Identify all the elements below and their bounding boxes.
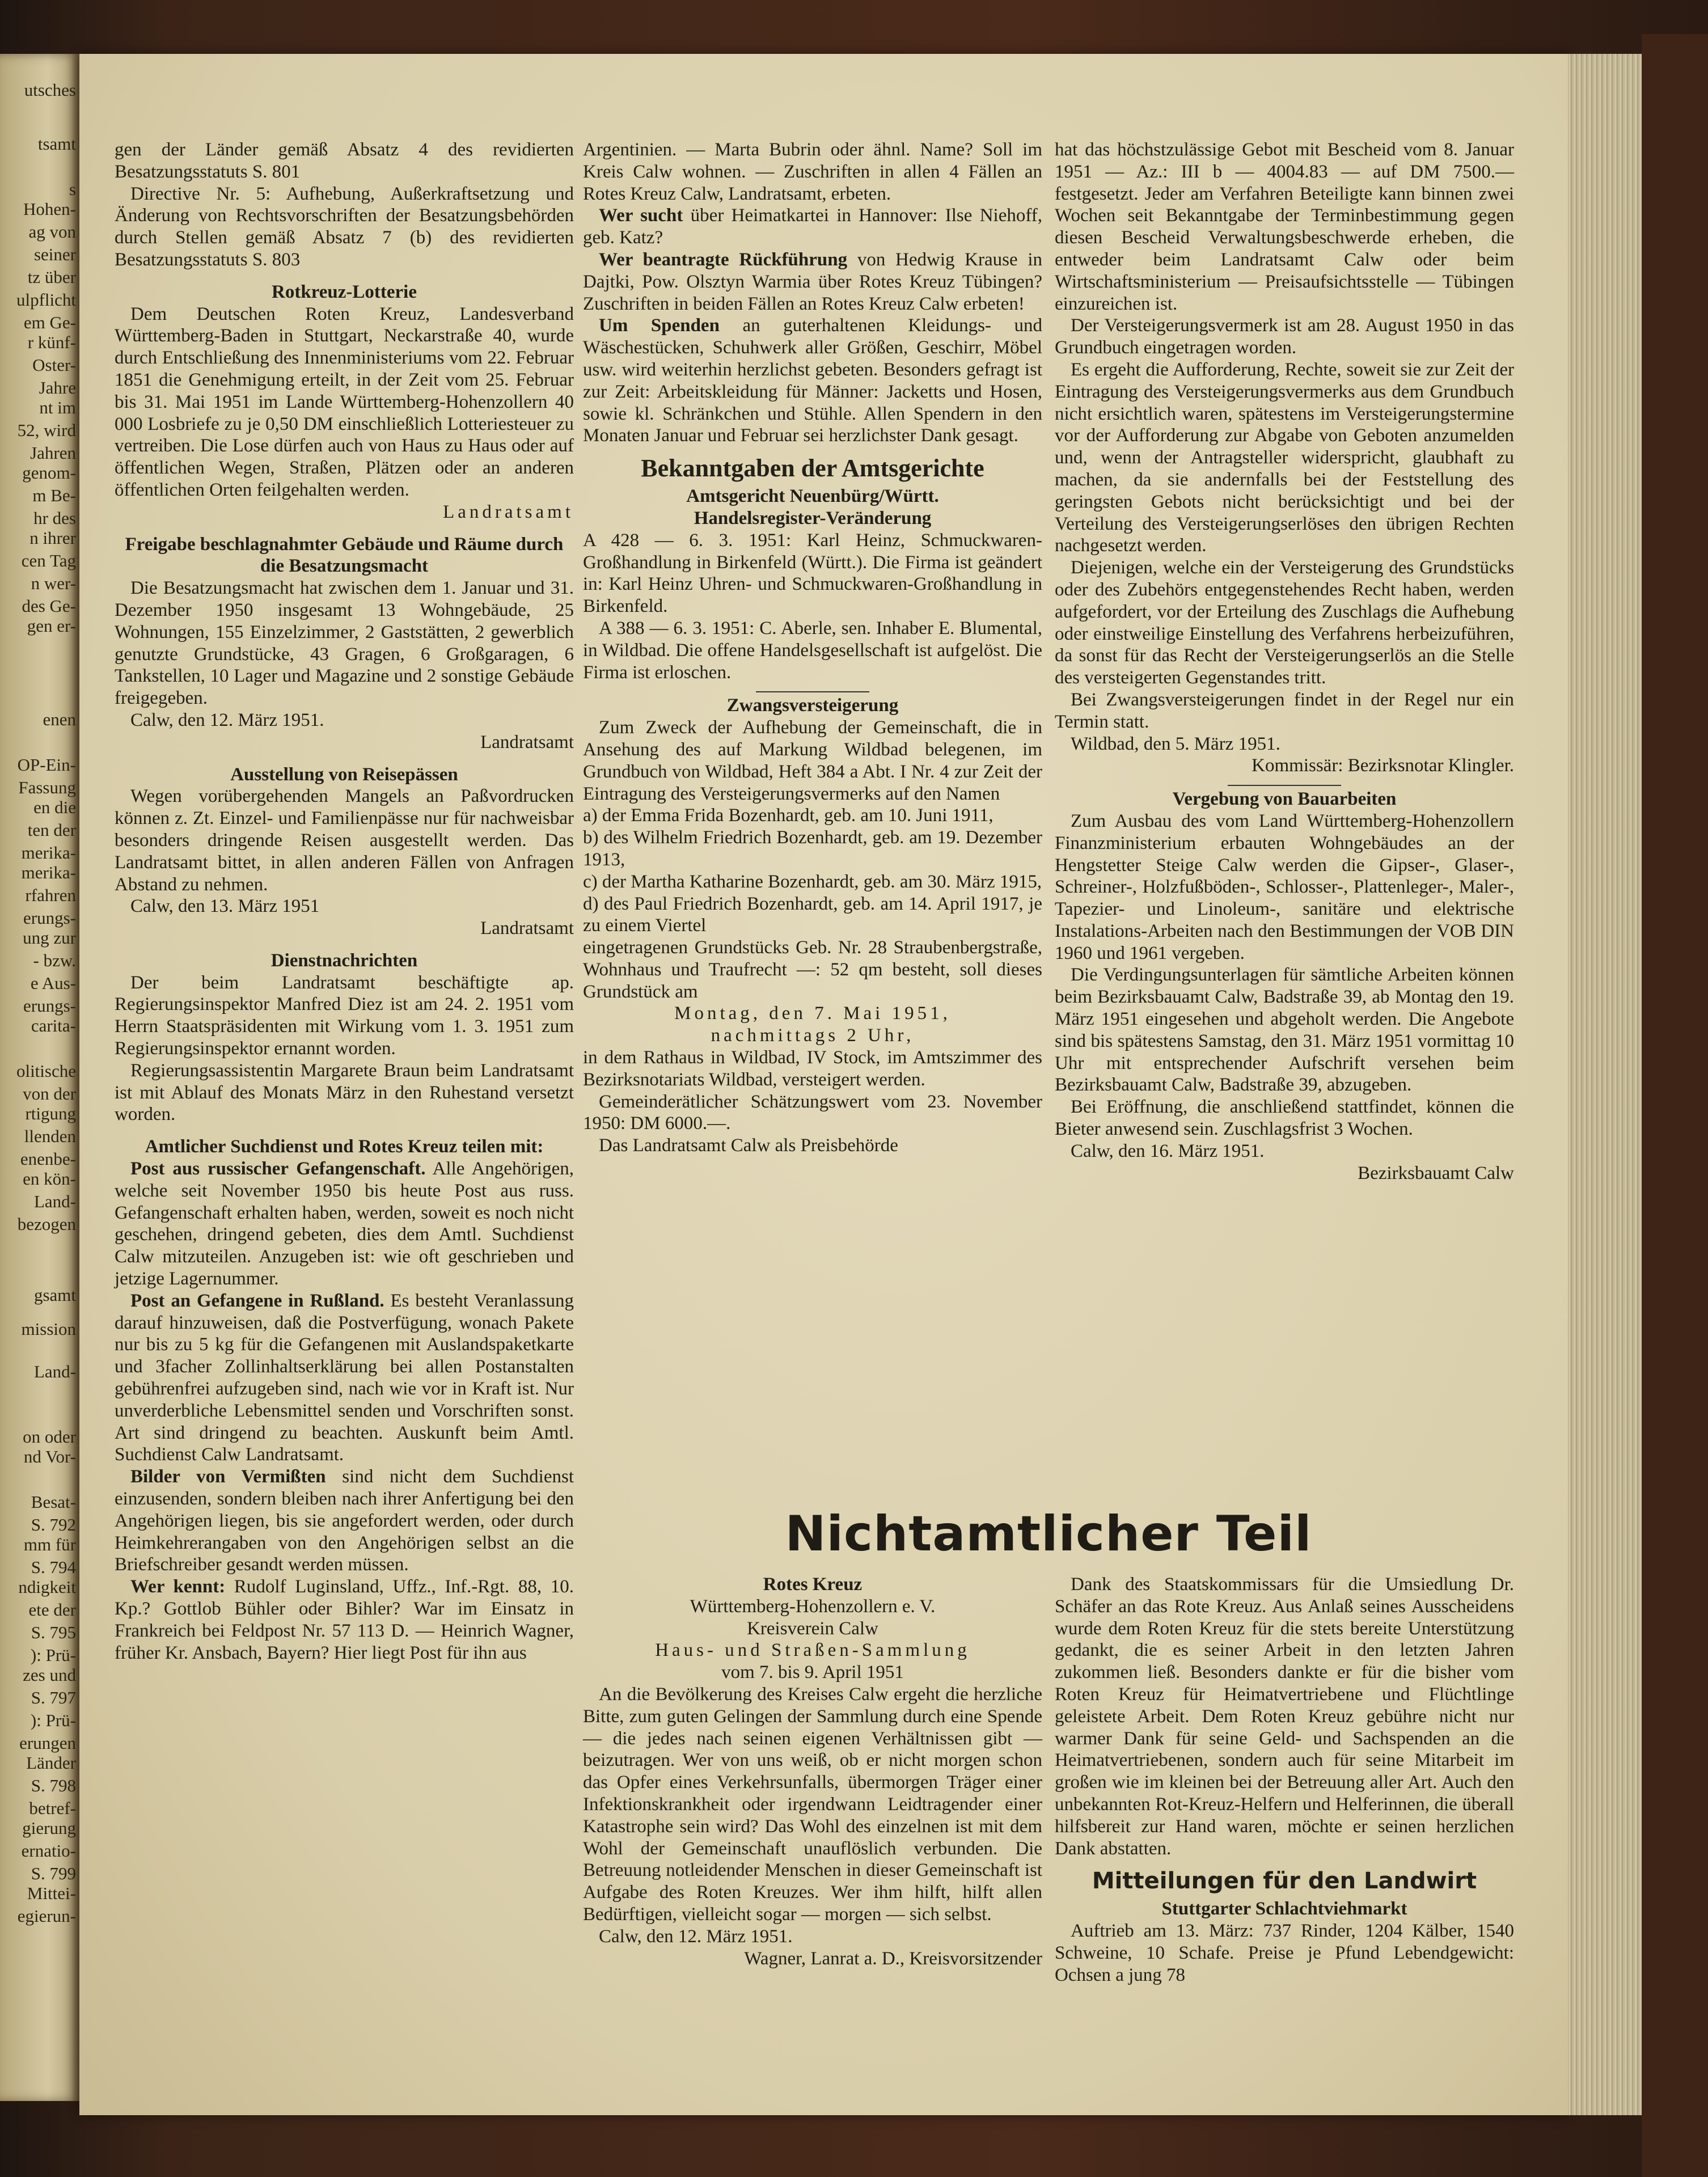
- auction-date: Montag, den 7. Mai 1951,: [674, 1003, 951, 1024]
- left-page-line: nd Vor-: [23, 1447, 76, 1466]
- paragraph: Regierungsassistentin Margarete Braun beim Landratsamt ist mit Ablauf des Monats März in den Ruhestand versetzt worden.: [115, 1060, 574, 1125]
- left-page-line: e Aus-: [30, 973, 76, 993]
- left-page-line: rfahren: [25, 885, 76, 905]
- paragraph-text: Es besteht Veranlassung darauf hinzuweisen, daß die Postverfügung, wonach Pakete nur bis zu 5 kg für die Gefangenen mit Auslandspaketkarte und 3facher Zollinhaltserklärung bei allen Postanstalten gebührenfrei aufzugeben sind, nach wie vor in Kraft ist. Nur unverderbliche Lebensmittel senden und Vorschriften sonst. Art sind dringend zu beachten. Auskunft beim Amtl. Suchdienst Calw Landratsamt.: [115, 1290, 574, 1465]
- left-page-line: n ihrer: [29, 528, 76, 548]
- date-line: Wildbad, den 5. März 1951.: [1071, 733, 1280, 754]
- left-page-line: ndigkeit: [18, 1577, 76, 1597]
- heading-bauarbeiten: Vergebung von Bauarbeiten: [1172, 789, 1397, 810]
- heading-amtsgerichte: Bekanntgaben der Amtsgerichte: [641, 454, 984, 483]
- divider: [756, 691, 869, 692]
- left-page-line: en kön-: [23, 1169, 76, 1189]
- column-2: [583, 139, 1042, 1157]
- left-page-line: on oder: [23, 1427, 76, 1447]
- column-1: [115, 139, 574, 1664]
- paragraph-text: Rudolf Luginsland, Uffz., Inf.-Rgt. 88, 10. Kp.? Gottlob Bühler oder Bihler? War im Einsatz in Frankreich bei Feldpost Nr. 57 113 D. — Heinrich Wagner, früher Kr. Ansbach, Bayern? Hier liegt Post für ihn aus: [115, 1576, 574, 1663]
- subheading: Württemberg-Hohenzollern e. V.: [690, 1596, 936, 1617]
- paragraph: hat das höchstzulässige Gebot mit Bescheid vom 8. Januar 1951 — Az.: III b — 4004.83 — auf DM 7500.— festgesetzt. Jeder am Verfahren Beteiligte kann binnen zwei Wochen seit Bekanntgabe der Terminbestimmung gegen diesen Bescheid Verwaltungsbeschwerde erheben, die entweder beim Landratsamt Calw oder beim Wirtschaftsministerium — Preisaufsichtsstelle — Tübingen einzureichen ist.: [1055, 140, 1514, 314]
- lead-bold: Wer sucht: [599, 205, 683, 226]
- list-item: a) der Emma Frida Bozenhardt, geb. am 10. Juni 1911,: [583, 805, 993, 826]
- left-page-line: en die: [33, 797, 76, 817]
- paragraph: A 388 — 6. 3. 1951: C. Aberle, sen. Inhaber E. Blumental, in Wildbad. Die offene Handelsgesellschaft ist aufgelöst. Die Firma ist erloschen.: [583, 618, 1042, 683]
- heading-rotes-kreuz: Rotes Kreuz: [763, 1574, 863, 1595]
- left-page-line: erungs-: [23, 996, 76, 1016]
- signature: Landratsamt: [480, 918, 574, 939]
- left-page-line: Mittei-: [27, 1883, 76, 1903]
- left-page-line: S. 797: [31, 1688, 76, 1707]
- paragraph: Zum Ausbau des vom Land Württemberg-Hohenzollern Finanzministerium erbauten Wohngebäudes an der Hengstetter Steige Calw werden die Gipser-, Glaser-, Schreiner-, Holzfußböden-, Schlosser-, Plattenleger-, Maler-, Tapezier- und Linoleum-, sanitäre und elektrische Instalations-Arbeiten nach den Bestimmungen der VOB DIN 1960 und 1961 vergeben.: [1055, 810, 1514, 963]
- heading-suchdienst: Amtlicher Suchdienst und Rotes Kreuz teilen mit:: [145, 1136, 544, 1157]
- left-page-line: OP-Ein-: [17, 755, 76, 775]
- left-page-line: S. 798: [31, 1776, 76, 1795]
- paragraph: Es ergeht die Aufforderung, Rechte, soweit sie zur Zeit der Eintragung des Versteigerungsvermerks aus dem Grundbuch nicht ersichtlich waren, spätestens im Versteigerungstermine vor der Aufforderung zur Abgabe von Geboten anzumelden und, wenn der Antragsteller widerspricht, glaubhaft zu machen, da sie andernfalls bei der Feststellung des geringsten Gebots nicht berücksichtigt und bei der Verteilung des Versteigerungserlöses den übrigen Rechten nachgesetzt werden.: [1055, 359, 1514, 556]
- left-page-line: zes und: [23, 1665, 76, 1685]
- paragraph-text: an guterhaltenen Kleidungs- und Wäschestücken, Schuhwerk aller Größen, Geschirr, Möbel usw. wird weiterhin herzlichst gebeten. Besonders gefragt ist zur Zeit: Arbeitskleidung für Männer: Jacketts und Hosen, sowie kl. Schränkchen und Stühle. Allen Spendern in den Monaten Januar und Februar sei herzlichster Dank gesagt.: [583, 315, 1042, 446]
- paragraph: Gemeinderätlicher Schätzungswert vom 23. November 1950: DM 6000.—.: [583, 1091, 1042, 1134]
- paragraph-text: Alle Angehörigen, welche seit November 1950 bis heute Post aus russ. Gefangenschaft erhalten haben, werden, soweit es noch nicht geschehen, dringend gebeten, dies dem Amtl. Suchdienst Calw mitzuteilen. Anzugeben ist: wie oft geschrieben und jetzige Lagernummer.: [115, 1159, 574, 1290]
- left-page-line: em Ge-: [23, 312, 76, 332]
- left-page-line: - bzw.: [33, 950, 76, 970]
- date-line: Calw, den 16. März 1951.: [1071, 1140, 1265, 1161]
- left-page-line: S. 799: [31, 1863, 76, 1883]
- paragraph: Diejenigen, welche ein der Versteigerung des Grundstücks oder des Zubehörs entgegenstehendes Recht haben, werden aufgefordert, vor der Erteilung des Zuschlags die Aufhebung oder einstweilige Einstellung des Verfahrens herbeizuführen, da sonst für das Recht der Versteigerungserlös an die Stelle des versteigerten Gegenstandes tritt.: [1055, 557, 1514, 688]
- left-page-line: hr des: [33, 508, 76, 528]
- paragraph: Zum Zweck der Aufhebung der Gemeinschaft, die in Ansehung des auf Markung Wildbad belegenen, im Grundbuch von Wildbad, Heft 384 a Abt. I Nr. 4 zur Zeit der Eintragung des Versteigerungsvermerks auf den Namen: [583, 717, 1042, 804]
- left-page-line: tsamt: [37, 134, 76, 154]
- column-3: [1055, 139, 1514, 1184]
- left-page-line: merika-: [21, 843, 76, 863]
- paragraph: Der Versteigerungsvermerk ist am 28. August 1950 in das Grundbuch eingetragen worden.: [1055, 315, 1514, 358]
- lead-bold: Post aus russischer Gefangenschaft.: [130, 1159, 426, 1180]
- left-page-line: n wer-: [31, 573, 76, 593]
- paragraph: [115, 1466, 574, 1576]
- paragraph: Wegen vorübergehenden Mangels an Paßvordrucken können z. Zt. Einzel- und Familienpässe nur für nachweisbar besonders dringende Reisen ausgestellt werden. Das Landratsamt bittet, in allen anderen Fällen von Anfragen Abstand zu nehmen.: [115, 786, 574, 895]
- left-page-line: egierun-: [17, 1906, 76, 1926]
- left-page-line: enen: [43, 709, 76, 729]
- left-page-line: ung zur: [23, 928, 76, 948]
- left-page-line: r künf-: [27, 332, 76, 352]
- paragraph: Die Besatzungsmacht hat zwischen dem 1. Januar und 31. Dezember 1950 insgesamt 13 Wohngebäude, 25 Wohnungen, 155 Einzelzimmer, 2 Gaststätten, 2 gewerblich genutzte Grundstücke, 43 Gragen, 6 Großgaragen, 6 Tankstellen, 10 Lager und Magazine und 2 sonstige Gebäude freigegeben.: [115, 578, 574, 709]
- left-page-line: ag von: [28, 222, 76, 242]
- left-page-line: S. 794: [31, 1557, 76, 1577]
- signature: Wagner, Lanrat a. D., Kreisvorsitzender: [744, 1948, 1042, 1969]
- lead-bold: Wer beantragte Rückführung: [599, 249, 848, 270]
- binding-right: [1642, 34, 1708, 2177]
- paragraph-text: von Hedwig Krause in Dajtki, Pow. Olsztyn Warmia über Rotes Kreuz Tübingen? Zuschriften in beiden Fällen an Rotes Kreuz Calw erbeten!: [583, 249, 1042, 314]
- left-page-line: Hohen-: [23, 199, 76, 219]
- left-page-line: tz über: [27, 267, 76, 287]
- column-4: [583, 1574, 1042, 1969]
- left-page-line: ): Prü-: [30, 1710, 76, 1730]
- paragraph: Auftrieb am 13. März: 737 Rinder, 1204 Kälber, 1540 Schweine, 10 Schafe. Preise je Pfund Lebendgewicht: Ochsen a jung 78: [1055, 1921, 1514, 1985]
- subheading: Amtsgericht Neuenbürg/Württ.: [686, 486, 939, 507]
- left-page-line: enenbe-: [20, 1149, 76, 1169]
- paragraph: Die Verdingungsunterlagen für sämtliche Arbeiten können beim Bezirksbauamt Calw, Badstraße 39, ab Montag den 19. März 1951 eingesehen und abgeholt werden. Die Angebote sind bis spätestens Samstag, den 31. März 1951 vormittag 10 Uhr mit entsprechender Aufschrift versehen beim Bezirksbauamt Calw, Badstraße 39, abzugeben.: [1055, 965, 1514, 1096]
- section-title-nichtamtlicher-teil: Nichtamtlicher Teil: [785, 1506, 1312, 1562]
- left-page-line: S. 792: [31, 1515, 76, 1535]
- divider: [1228, 785, 1341, 786]
- paragraph: Dank des Staatskommissars für die Umsiedlung Dr. Schäfer an das Rote Kreuz. Aus Anlaß seines Ausscheidens wurde dem Roten Kreuz für die stets bereite Unterstützung gedankt, die es seiner Arbeit in den letzten Jahren zukommen ließ. Besonders dankte er für die bisher vom Roten Kreuz für Heimatvertriebene und Flüchtlinge geleistete Arbeit. Dem Roten Kreuz gebühre nicht nur warmer Dank für seine Geld- und Sachspenden an die Heimatvertriebenen, sondern auch für seine Mitarbeit im großen wie im kleinen bei der Betreuung aller Art. Auch den unbekannten Rot-Kreuz-Helfern und Helferinnen, die überall hilfsbereit zur Hand waren, möchte er seinen herzlichen Dank abstatten.: [1055, 1574, 1514, 1859]
- left-page-line: S. 795: [31, 1622, 76, 1642]
- left-page-line: cen Tag: [21, 551, 76, 570]
- paragraph: [115, 1290, 574, 1466]
- left-page-line: m Be-: [32, 485, 76, 505]
- paragraph: A 428 — 6. 3. 1951: Karl Heinz, Schmuckwaren-Großhandlung in Birkenfeld (Württ.). Die Firma ist geändert in: Karl Heinz Uhren- und Schmuckwaren-Großhandlung in Birkenfeld.: [583, 530, 1042, 617]
- date-line: Calw, den 13. März 1951: [130, 896, 320, 917]
- paragraph: gen der Länder gemäß Absatz 4 des revidierten Besatzungsstatuts S. 801: [115, 140, 574, 182]
- left-page-line: des Ge-: [22, 596, 76, 616]
- heading-zwangsversteigerung: Zwangsversteigerung: [726, 695, 899, 716]
- left-page-line: gsamt: [33, 1285, 76, 1305]
- left-page-line: 52, wird: [17, 420, 76, 440]
- left-page-line: llenden: [24, 1126, 76, 1146]
- lead-bold: Bilder von Vermißten: [130, 1466, 326, 1487]
- paragraph-text: über Heimatkartei in Hannover: Ilse Niehoff, geb. Katz?: [583, 205, 1043, 248]
- paragraph: Bei Zwangsversteigerungen findet in der Regel nur ein Termin statt.: [1055, 689, 1514, 732]
- left-page-line: von der: [23, 1084, 76, 1104]
- paragraph: Directive Nr. 5: Aufhebung, Außerkraftsetzung und Änderung von Rechtsvorschriften der Besatzungsbehörden durch Stellen gemäß Absatz 7 (b) des revidierten Besatzungsstatuts S. 803: [115, 183, 574, 270]
- left-page-line: mission: [21, 1319, 76, 1339]
- signature: Landratsamt: [443, 501, 574, 522]
- left-page-line: Besat-: [31, 1492, 76, 1512]
- left-page-line: Länder: [26, 1753, 76, 1773]
- left-page-line: Oster-: [32, 355, 76, 375]
- lead-bold: Wer kennt:: [130, 1576, 226, 1597]
- left-page-line: Fassung: [18, 777, 76, 797]
- left-page-line: olitische: [16, 1061, 76, 1081]
- paragraph: in dem Rathaus in Wildbad, IV Stock, im Amtszimmer des Bezirksnotariats Wildbad, versteigert werden.: [583, 1047, 1042, 1090]
- paragraph: Der beim Landratsamt beschäftigte ap. Regierungsinspektor Manfred Diez ist am 24. 2. 1951 vom Herrn Staatspräsidenten mit Wirkung vom 1. 3. 1951 zum Regierungsinspektor ernannt worden.: [115, 972, 574, 1059]
- paragraph: Dem Deutschen Roten Kreuz, Landesverband Württemberg-Baden in Stuttgart, Neckarstraße 40, wurde durch Entschließung des Innenministeriums vom 22. Februar 1851 die Genehmigung erteilt, in der Zeit vom 25. Februar bis 31. Mai 1951 im Lande Württemberg-Hohenzollern 40 000 Losbriefe zu je 0,50 DM einschließlich Lotteriesteuer zu vertreiben. Die Lose dürfen auch von Haus zu Haus oder auf öffentlichen Wegen, Straßen, Plätzen oder an anderen öffentlichen Orten feilgehalten werden.: [115, 303, 574, 500]
- left-page-line: ulpflicht: [16, 290, 76, 310]
- auction-time: nachmittags 2 Uhr,: [711, 1025, 915, 1046]
- left-page-line: nt im: [39, 398, 76, 417]
- paragraph: [583, 249, 1042, 315]
- left-page-line: rtigung: [25, 1104, 76, 1123]
- adjacent-left-page: [0, 54, 79, 2101]
- left-page-line: erungen: [19, 1733, 76, 1753]
- paragraph: [115, 1576, 574, 1664]
- left-page-line: genom-: [22, 463, 76, 483]
- heading-freigabe: Freigabe beschlagnahmter Gebäude und Räume durch die Besatzungsmacht: [125, 534, 564, 577]
- left-page-line: seiner: [33, 244, 76, 264]
- lead-bold: Post an Gefangene in Rußland.: [130, 1290, 384, 1311]
- left-page-line: Jahre: [39, 378, 76, 398]
- left-page-line: ten der: [27, 820, 76, 840]
- left-page-line: Jahren: [30, 443, 76, 463]
- subheading: Kreisverein Calw: [747, 1618, 878, 1639]
- signature: Kommissär: Bezirksnotar Klingler.: [1252, 755, 1514, 776]
- subheading: Haus- und Straßen-Sammlung: [655, 1640, 970, 1661]
- column-5: [1055, 1574, 1514, 1986]
- paragraph: [583, 315, 1042, 447]
- paragraph: Das Landratsamt Calw als Preisbehörde: [599, 1135, 898, 1156]
- heading-reisepaesse: Ausstellung von Reisepässen: [230, 764, 458, 785]
- paragraph: [115, 1158, 574, 1290]
- left-page-line: bezogen: [17, 1214, 76, 1234]
- list-item: b) des Wilhelm Friedrich Bozenhardt, geb. am 19. Dezember 1913,: [583, 827, 1042, 870]
- subheading: vom 7. bis 9. April 1951: [721, 1662, 904, 1683]
- paragraph: eingetragenen Grundstücks Geb. Nr. 28 Straubenbergstraße, Wohnhaus und Traufrecht —: 52 qm besteht, soll dieses Grundstück am: [583, 937, 1042, 1002]
- left-page-line: carita-: [31, 1016, 76, 1035]
- page-edges-stack: [1568, 54, 1642, 2115]
- subheading: Stuttgarter Schlachtviehmarkt: [1161, 1899, 1407, 1920]
- left-page-line: s: [69, 179, 76, 199]
- heading-lotterie: Rotkreuz-Lotterie: [272, 281, 417, 302]
- newspaper-page: [79, 54, 1568, 2115]
- left-page-line: gen er-: [27, 616, 76, 636]
- list-item: c) der Martha Katharine Bozenhardt, geb. am 30. März 1915,: [583, 871, 1042, 892]
- heading-dienstnachrichten: Dienstnachrichten: [270, 950, 418, 971]
- paragraph: [583, 205, 1042, 249]
- signature: Landratsamt: [480, 732, 574, 753]
- left-page-line: gierung: [22, 1818, 76, 1838]
- signature: Bezirksbauamt Calw: [1358, 1163, 1514, 1183]
- date-line: Calw, den 12. März 1951.: [130, 709, 324, 730]
- left-page-line: merika-: [21, 863, 76, 882]
- paragraph: Argentinien. — Marta Bubrin oder ähnl. Name? Soll im Kreis Calw wohnen. — Zuschriften in allen 4 Fällen an Rotes Kreuz Calw, Landratsamt, erbeten.: [583, 140, 1042, 204]
- left-page-line: mm für: [23, 1535, 76, 1554]
- left-page-line: Land-: [33, 1191, 76, 1211]
- paragraph: An die Bevölkerung des Kreises Calw ergeht die herzliche Bitte, zum guten Gelingen der Sammlung durch eine Spende — die jedes nach seinen eigenen Verhältnissen gibt — beizutragen. Wer von uns weiß, ob er nicht morgen schon das Opfer eines Verkehrsunfalls, übermorgen Träger einer Infektionskrankheit oder irgendwann Leidtragender einer Katastrophe sein wird? Das Wohl des einzelnen ist mit dem Wohl der Gemeinschaft unauflöslich verbunden. Die Betreuung notleidender Menschen in dieser Gemeinschaft ist Aufgabe des Roten Kreuzes. Wer ihm hilft, hilft allen Bedürftigen, vielleicht sogar — morgen — sich selbst.: [583, 1684, 1042, 1925]
- left-page-line: erungs-: [23, 908, 76, 928]
- left-page-line: ete der: [28, 1600, 76, 1620]
- date-line: Calw, den 12. März 1951.: [599, 1926, 793, 1947]
- paragraph: Bei Eröffnung, die anschließend stattfindet, können die Bieter anwesend sein. Zuschlagsfrist 3 Wochen.: [1055, 1097, 1514, 1140]
- subheading: Handelsregister-Veränderung: [694, 508, 932, 529]
- left-page-line: utsches: [24, 80, 76, 100]
- left-page-line: ): Prü-: [30, 1645, 76, 1665]
- list-item: d) des Paul Friedrich Bozenhardt, geb. am 14. April 1917, je zu einem Viertel: [583, 893, 1042, 936]
- left-page-line: ernatio-: [21, 1841, 76, 1861]
- heading-mitteilungen: Mitteilungen für den Landwirt: [1092, 1868, 1477, 1895]
- paragraph-text: sind nicht dem Suchdienst einzusenden, sondern bleiben nach ihrer Anfertigung bei den Angehörigen liegen, bis sie angefordert werden, oder durch Heimkehrerangaben von den Angehörigen selbst an die Briefschreiber gesandt werden müssen.: [115, 1466, 574, 1575]
- left-page-line: Land-: [33, 1362, 76, 1381]
- left-page-line: betref-: [29, 1798, 76, 1818]
- lead-bold: Um Spenden: [599, 315, 720, 336]
